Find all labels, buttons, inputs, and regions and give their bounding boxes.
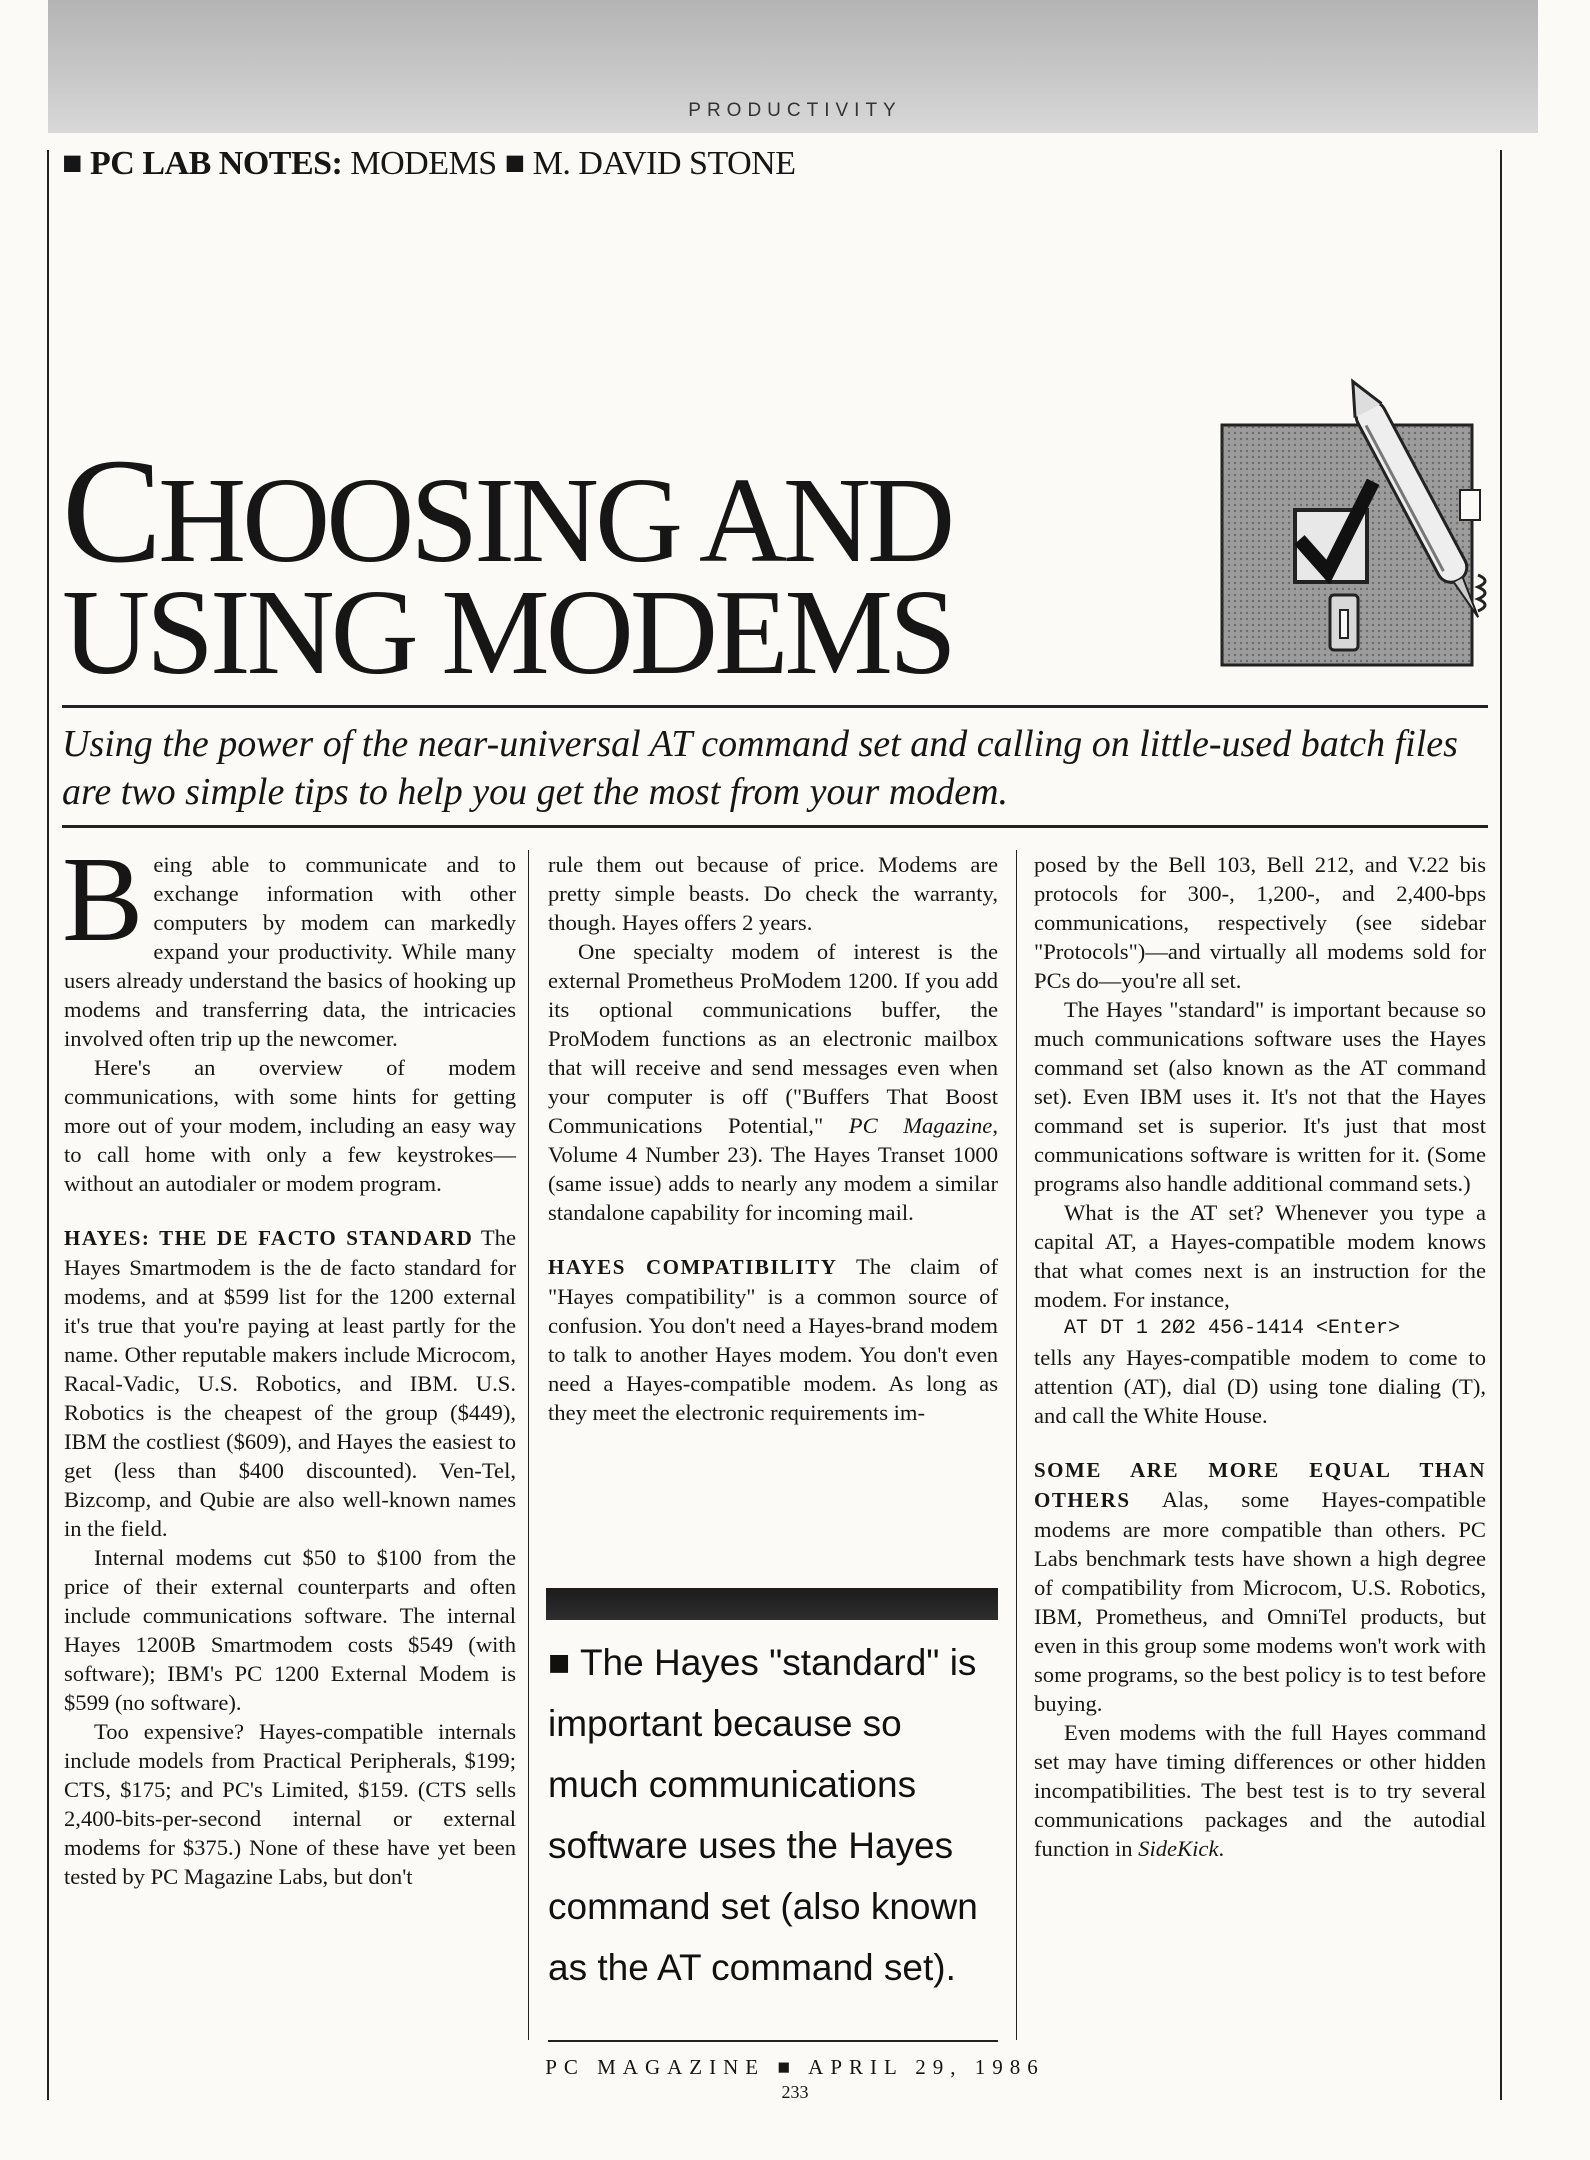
pull-quote-rule — [548, 2040, 998, 2042]
column-rule-2 — [1016, 850, 1017, 2040]
subhead: SOME ARE MORE EQUAL THAN OTHERS — [1034, 1458, 1486, 1512]
subhead: HAYES COMPATIBILITY — [548, 1255, 838, 1279]
paragraph: One specialty modem of interest is the external Prometheus ProModem 1200. If you add its optional communications buffer, the ProModem functions as an electronic mailbox that will receive and send messages even when your computer is off ("Buffers That Boost Communications Potential," PC Magazine, Volume 4 Number 23). The Hayes Transet 1000 (same issue) adds to nearly any modem a similar standalone capability for incoming mail. — [548, 939, 998, 1225]
section-label: PRODUCTIVITY — [688, 100, 902, 121]
column-1 — [62, 832, 516, 1891]
column-3 — [1034, 850, 1486, 1863]
paragraph: Internal modems cut $50 to $100 from the price of their external counterparts and often include communications software. The internal Hayes 1200B Smartmodem costs $549 (with software); IBM's PC 1200 External Modem is $599 (no software). — [64, 1545, 516, 1715]
paragraph: posed by the Bell 103, Bell 212, and V.22 bis protocols for 300-, 1,200-, and 2,400-bps communications, respectively (see sidebar "Protocols")—and virtually all modems sold for PCs do—you're all set. — [1034, 852, 1486, 993]
page-title — [62, 428, 953, 700]
paragraph: HAYES: THE DE FACTO STANDARD The Hayes Smartmodem is the de facto standard for modems, and at $599 list for the 1200 external it's true that you're paying at least partly for the name. Other reputable makers include Microcom, Racal-Vadic, U.S. Robotics, and IBM. U.S. Robotics is the cheapest of the group ($449), IBM the costliest ($609), and Hayes the easiest to get (less than $400 discounted). Ven-Tel, Bizcomp, and Qubie are also well-known names in the field. — [64, 1225, 516, 1541]
column-header — [62, 145, 795, 183]
paragraph: rule them out because of price. Modems are pretty simple beasts. Do check the warranty, though. Hayes offers 2 years. — [548, 852, 998, 935]
page-footer: PC MAGAZINE ■ APRIL 29, 1986 — [545, 2055, 1045, 2079]
subhead: HAYES: THE DE FACTO STANDARD — [64, 1226, 474, 1250]
deck-subtitle: Using the power of the near-universal AT command set and calling on little-used batch files are two simple tips to help you get the most from your modem. — [62, 723, 1458, 813]
title-initial-cap: C — [62, 428, 159, 594]
paragraph: What is the AT set? Whenever you type a capital AT, a Hayes-compatible modem knows that what comes next is an instruction for the modem. For instance, — [1034, 1200, 1486, 1312]
paragraph: The Hayes "standard" is important because so much communications software uses the Hayes command set (also known as the AT command set). Even IBM uses it. It's not that the Hayes command set is superior. It's just that most communications software is written for it. (Some programs also handle additional command sets.) — [1034, 997, 1486, 1196]
paragraph: Being able to communicate and to exchange information with other computers by modem can markedly expand your productivity. While many users already understand the basics of hooking up modems and transferring data, the intricacies involved often trip up the newcomer. — [62, 832, 516, 1051]
header-author: M. DAVID STONE — [524, 145, 796, 182]
header-label: ■ PC LAB NOTES: — [62, 145, 343, 182]
paragraph: HAYES COMPATIBILITY The claim of "Hayes compatibility" is a common source of confusion. You don't need a Hayes-brand modem to talk to another Hayes modem. You don't even need a Hayes-compatible modem. As long as they meet the electronic requirements im- — [548, 1254, 998, 1425]
code-example: AT DT 1 2Ø2 456-1414 <Enter> — [1064, 1317, 1401, 1340]
title-line-1: HOOSING AND — [158, 453, 952, 588]
header-topic: MODEMS — [342, 145, 505, 182]
paragraph: Here's an overview of modem communications, with some hints for getting more out of your modem, including an easy way to call home with only a few keystrokes—without an autodialer or modem program. — [64, 1055, 516, 1196]
paragraph: tells any Hayes-compatible modem to come to attention (AT), dial (D) using tone dialing (T), and call the White House. — [1034, 1345, 1486, 1428]
pull-quote-bar — [546, 1588, 998, 1620]
paragraph: SOME ARE MORE EQUAL THAN OTHERS Alas, some Hayes-compatible modems are more compatible than others. PC Labs benchmark tests have shown a high degree of compatibility from Microcom, U.S. Robotics, IBM, Prometheus, and OmniTel products, but even in this group some modems won't work with some programs, so the best policy is to test before buying. — [1034, 1458, 1486, 1716]
title-line-2: USING MODEMS — [62, 565, 953, 700]
paragraph: Too expensive? Hayes-compatible internals include models from Practical Peripherals, $199; CTS, $175; and PC's Limited, $159. (CTS sells 2,400-bits-per-second internal or external modems for $375.) None of these have yet been tested by PC Magazine Labs, but don't — [64, 1719, 516, 1889]
left-margin-rule — [47, 150, 49, 2100]
rule-below-deck — [62, 825, 1488, 828]
paragraph: Even modems with the full Hayes command set may have timing differences or other hidden incompatibilities. The best test is to try several communications packages and the autodial function in SideKick. — [1034, 1720, 1486, 1861]
checkmark-disk-pen-icon — [1220, 370, 1505, 680]
header-bullet: ■ — [504, 145, 525, 182]
drop-cap: B — [62, 832, 144, 967]
column-2 — [548, 850, 998, 1427]
rule-above-deck — [62, 705, 1488, 708]
page-number: 233 — [781, 2082, 809, 2102]
column-rule-1 — [528, 850, 529, 2040]
pull-quote: ■ The Hayes "standard" is important because so much communications software uses the Hayes command set (also known as the AT command set). — [548, 1642, 978, 1988]
